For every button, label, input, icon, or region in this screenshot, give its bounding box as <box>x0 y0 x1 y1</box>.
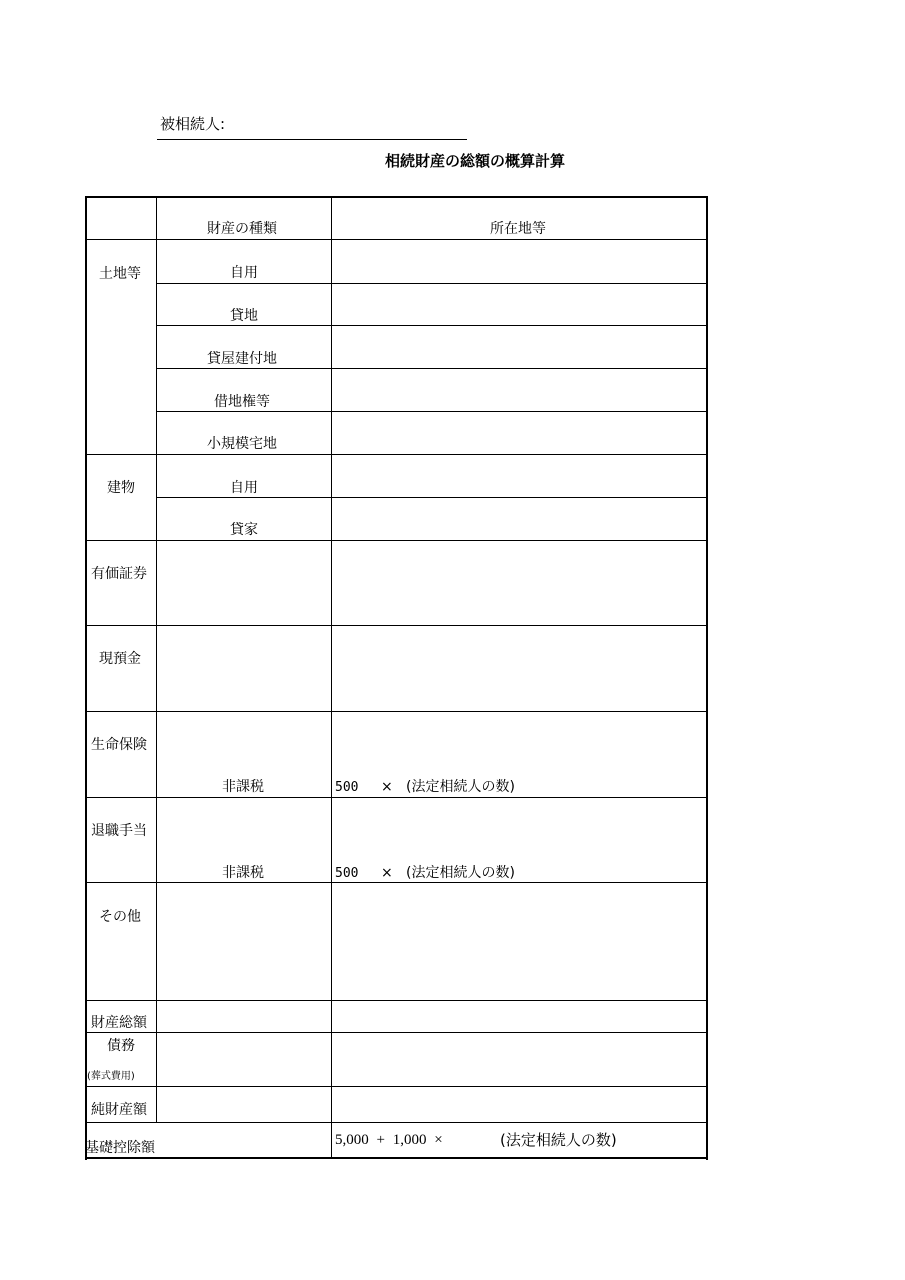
row-line-total-end <box>85 1032 707 1033</box>
retirement-nontaxable: 非課税 <box>222 865 264 881</box>
category-debts: 債務 <box>107 1038 135 1054</box>
building-item-rental-house: 貸家 <box>230 522 258 538</box>
life-insurance-formula-text: (法定相続人の数) <box>406 779 515 795</box>
col-divider-2 <box>331 196 332 1158</box>
col-divider-1 <box>156 196 157 1122</box>
basic-deduction-formula-text: (法定相続人の数) <box>500 1131 617 1149</box>
decedent-name-underline[interactable] <box>157 139 467 140</box>
table-right-border <box>706 196 708 1160</box>
retirement-formula-num: 500 <box>335 866 359 881</box>
land-item-small-residential: 小規模宅地 <box>207 436 277 452</box>
retirement-formula-times: × <box>381 865 393 881</box>
category-other: その他 <box>99 909 141 925</box>
table-top-border <box>85 196 707 198</box>
category-retirement: 退職手当 <box>91 823 147 839</box>
life-insurance-formula-num: 500 <box>335 780 359 795</box>
land-item-leasehold: 借地権等 <box>214 394 270 410</box>
basic-deduction-formula: 5,000 + 1,000 × <box>335 1132 443 1148</box>
land-item-self-use: 自用 <box>230 265 258 281</box>
category-total-assets: 財産総額 <box>91 1015 147 1031</box>
life-insurance-formula-times: × <box>381 779 393 795</box>
decedent-name-field[interactable] <box>240 114 465 138</box>
land-item-leased: 貸地 <box>230 308 258 324</box>
land-item-leased-building: 貸屋建付地 <box>207 351 277 367</box>
row-line-retire-end <box>85 882 707 883</box>
category-cash: 現預金 <box>99 651 141 667</box>
building-subline-1 <box>156 497 707 498</box>
row-line-cash-end <box>85 711 707 712</box>
category-building: 建物 <box>107 480 135 496</box>
debts-funeral-costs: (葬式費用) <box>87 1071 135 1082</box>
building-item-self-use: 自用 <box>230 480 258 496</box>
col-header-type: 財産の種類 <box>207 221 277 237</box>
land-subline-1 <box>156 283 707 284</box>
category-net-assets: 純財産額 <box>91 1102 147 1118</box>
page-title: 相続財産の総額の概算計算 <box>385 152 566 170</box>
row-line-net-end <box>85 1122 707 1123</box>
row-line-debts-end <box>85 1086 707 1087</box>
land-subline-4 <box>156 411 707 412</box>
land-subline-3 <box>156 368 707 369</box>
category-land: 土地等 <box>99 266 141 282</box>
category-basic-deduction: 基礎控除額 <box>85 1140 155 1156</box>
life-insurance-nontaxable: 非課税 <box>222 779 264 795</box>
col-header-location: 所在地等 <box>490 221 546 237</box>
row-line-securities-end <box>85 625 707 626</box>
decedent-label: 被相続人: <box>160 115 226 133</box>
row-line-header <box>85 239 707 240</box>
row-line-life-end <box>85 797 707 798</box>
row-line-other-end <box>85 1000 707 1001</box>
table-left-border <box>85 196 87 1160</box>
category-securities: 有価証券 <box>91 566 147 582</box>
table-bottom-border <box>85 1157 707 1159</box>
land-subline-2 <box>156 325 707 326</box>
row-line-building-end <box>85 540 707 541</box>
retirement-formula-text: (法定相続人の数) <box>406 865 515 881</box>
row-line-land-end <box>85 454 707 455</box>
category-life-insurance: 生命保険 <box>91 737 147 753</box>
